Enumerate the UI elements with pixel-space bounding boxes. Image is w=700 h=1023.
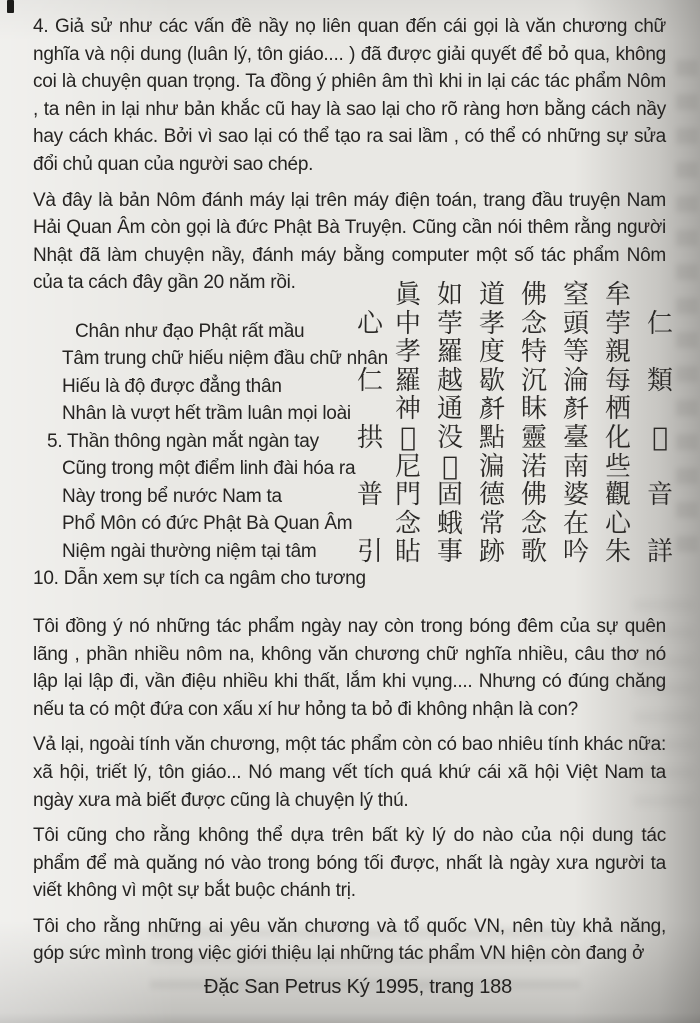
nom-character: 通 bbox=[436, 394, 463, 425]
nom-character: 南 bbox=[562, 451, 589, 482]
nom-character: 念 bbox=[394, 508, 421, 539]
nom-character: 朱 bbox=[604, 537, 631, 568]
nom-character: 在 bbox=[562, 508, 589, 539]
nom-character: 度 bbox=[478, 337, 505, 368]
nom-character: 常 bbox=[478, 508, 505, 539]
nom-character: 普 bbox=[356, 480, 383, 511]
nom-verse-block bbox=[33, 279, 673, 603]
verse-line-1: Chân như đạo Phật rất mầu bbox=[75, 320, 305, 342]
nom-character: 化 bbox=[604, 422, 631, 453]
verse-line-7: Này trong bể nước Nam ta bbox=[62, 485, 282, 507]
nom-character: 固 bbox=[436, 480, 463, 511]
nom-character: 荢 bbox=[604, 308, 631, 339]
nom-character: 蛾 bbox=[436, 508, 463, 539]
nom-character: 事 bbox=[436, 537, 463, 568]
nom-character: 詳 bbox=[646, 537, 673, 568]
nom-character: 如 bbox=[436, 279, 463, 310]
nom-character: 渃 bbox=[520, 451, 547, 482]
nom-character: 没 bbox=[436, 422, 463, 453]
body-paragraph-6: Tôi cho rằng những ai yêu văn chương và tổ quốc VN, nên tùy khả năng, góp sức mình trong việc giới thiệu lại những tác phẩm VN hiện còn đang ở bbox=[33, 915, 666, 965]
verse-line-8: Phổ Môn có đức Phật Bà Quan Âm bbox=[62, 513, 353, 535]
nom-character: 淪 bbox=[562, 365, 589, 396]
body-paragraph-4: Vả lại, ngoài tính văn chương, một tác phẩm còn có bao nhiêu tính khác nữa: xã hội, triết lý, tôn giáo... Nó mang vết tích quá khứ cái xã hội Việt Nam ta ngày xưa mà biết được cũng là chuyện lý thú. bbox=[33, 734, 666, 811]
body-paragraph-2: Và đây là bản Nôm đánh máy lại trên máy điện toán, trang đầu truyện Nam Hải Quan Âm còn gọi là đức Phật Bà Truyện. Cũng cần nói thêm rằng người Nhật đã làm chuyện nầy, đánh máy bằng computer một số tác phẩm Nôm của ta cách đây gần 20 năm rồi. bbox=[33, 189, 666, 294]
nom-character: 引 bbox=[356, 537, 383, 568]
nom-character: 歇 bbox=[478, 365, 505, 396]
verse-line-9: Niệm ngài thường niệm tại tâm bbox=[62, 540, 317, 562]
nom-character: 𥪝 bbox=[400, 422, 416, 453]
nom-character: 念 bbox=[520, 508, 547, 539]
nom-character: 點 bbox=[478, 422, 505, 453]
nom-character: 婆 bbox=[562, 480, 589, 511]
nom-character: 道 bbox=[478, 279, 505, 310]
nom-character: 䀡 bbox=[394, 537, 421, 568]
verse-line-2: Tâm trung chữ hiếu niệm đầu chữ nhân bbox=[62, 348, 388, 370]
nom-character: 心 bbox=[604, 508, 631, 539]
nom-character: 𠦳 bbox=[562, 394, 589, 425]
nom-character: 尼 bbox=[394, 451, 421, 482]
verse-quoc-ngu-lines bbox=[33, 318, 388, 593]
nom-character: 心 bbox=[356, 308, 383, 339]
nom-character: 𠦳 bbox=[478, 394, 505, 425]
nom-character: 眞 bbox=[394, 279, 421, 310]
nom-character: 仁 bbox=[646, 308, 673, 339]
nom-character: 窒 bbox=[562, 279, 589, 310]
verse-line-6: Cũng trong một điểm linh đài hóa ra bbox=[62, 458, 356, 480]
nom-character: 中 bbox=[394, 308, 421, 339]
nom-character: 羅 bbox=[436, 337, 463, 368]
body-paragraph-1: 4. Giả sử như các vấn đề nầy nọ liên quan đến cái gọi là văn chương chữ nghĩa và nội dung (luân lý, tôn giáo.... ) đã được giải quyết để bỏ qua, không coi là chuyện quan trọng. Ta đồng ý phiên âm thì khi in lại các tác phẩm Nôm , ta nên in lại như bản khắc cũ hay là sao lại cho rõ ràng hơn bằng cách nầy hay cách khác. Bởi vì sao lại có thể tạo ra sai lầm , có thể có những sự sửa đổi chủ quan của người sao chép. bbox=[33, 16, 666, 175]
nom-character: 門 bbox=[394, 480, 421, 511]
nom-character: 吟 bbox=[562, 537, 589, 568]
nom-character: 親 bbox=[604, 337, 631, 368]
nom-character: 等 bbox=[562, 337, 589, 368]
nom-character: 佛 bbox=[520, 279, 547, 310]
nom-character: 音 bbox=[646, 480, 673, 511]
nom-character: 荢 bbox=[436, 308, 463, 339]
nom-character: 孝 bbox=[394, 337, 421, 368]
verse-line-5: 5. Thần thông ngàn mắt ngàn tay bbox=[47, 430, 319, 452]
verse-line-4: Nhân là vượt hết trầm luân mọi loài bbox=[62, 403, 351, 425]
nom-character: 羅 bbox=[394, 365, 421, 396]
nom-character: 仁 bbox=[356, 365, 383, 396]
nom-character: 類 bbox=[646, 365, 673, 396]
nom-character: 臺 bbox=[562, 422, 589, 453]
nom-character: 孝 bbox=[478, 308, 505, 339]
nom-character: 跡 bbox=[478, 537, 505, 568]
nom-character: 靈 bbox=[520, 422, 547, 453]
nom-character: 栖 bbox=[604, 394, 631, 425]
nom-character: 佛 bbox=[520, 480, 547, 511]
nom-character: 神 bbox=[394, 394, 421, 425]
nom-character: 歌 bbox=[520, 537, 547, 568]
nom-character: 每 bbox=[604, 365, 631, 396]
verse-line-3: Hiếu là độ được đẳng thân bbox=[62, 375, 282, 397]
page-footer: Đặc San Petrus Ký 1995, trang 188 bbox=[203, 976, 513, 998]
nom-character: 德 bbox=[478, 480, 505, 511]
nom-character: 眜 bbox=[520, 394, 547, 425]
nom-character: 拱 bbox=[356, 422, 383, 453]
nom-character: 些 bbox=[604, 451, 631, 482]
verse-line-10: 10. Dẫn xem sự tích ca ngâm cho tương bbox=[33, 568, 366, 590]
nom-character: 𦋦 bbox=[652, 422, 668, 453]
nom-character: 牟 bbox=[604, 279, 631, 310]
nom-character: 越 bbox=[436, 365, 463, 396]
nom-character: 觀 bbox=[604, 480, 631, 511]
nom-character: 㴜 bbox=[478, 451, 505, 482]
body-paragraph-3: Tôi đồng ý nó những tác phẩm ngày nay còn trong bóng đêm của sự quên lãng , phần nhiều nôm na, không văn chương chữ nghĩa nhiều, câu thơ nó lập lại lập đi, vần điệu nhiều khi thất, lắm khi vụng.... Nhưng có đúng chăng nếu ta có một đứa con xấu xí hư hỏng ta bỏ đi không nhận là con? bbox=[33, 615, 666, 720]
nom-character: 頭 bbox=[562, 308, 589, 339]
nom-character: 特 bbox=[520, 337, 547, 368]
nom-character: 𥪝 bbox=[442, 451, 458, 482]
body-paragraph-5: Tôi cũng cho rằng không thể dựa trên bất kỳ lý do nào của nội dung tác phẩm để mà quăng nó vào trong bóng tối được, nhất là ngày xưa người ta viết không vì một sự bắt buộc chánh trị. bbox=[33, 825, 666, 902]
nom-character: 沉 bbox=[520, 365, 547, 396]
nom-character: 念 bbox=[520, 308, 547, 339]
